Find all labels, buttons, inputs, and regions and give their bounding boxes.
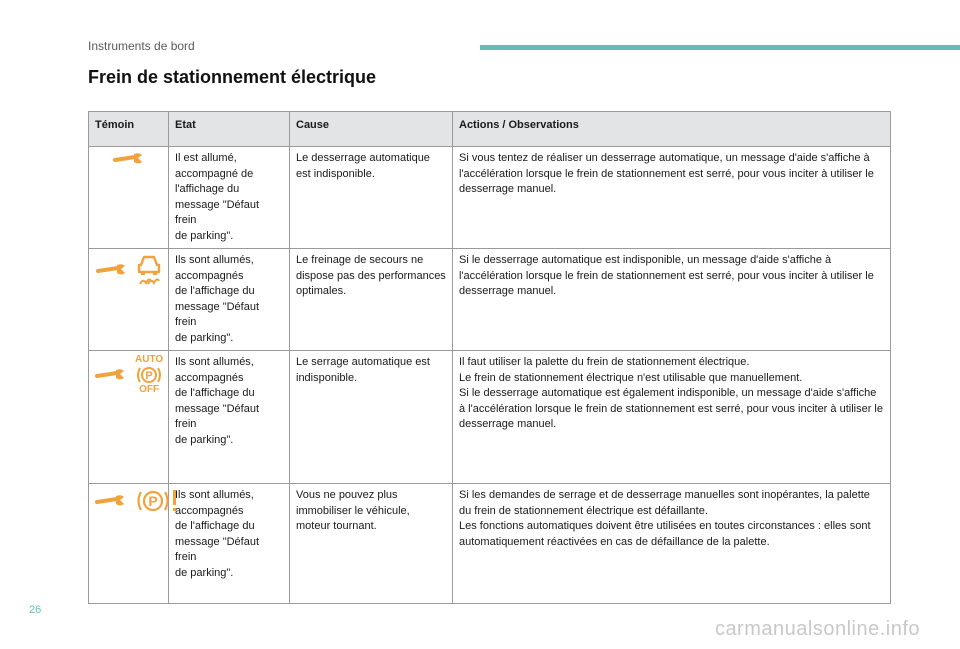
column-header-etat: Etat — [169, 112, 290, 147]
wrench-icon — [95, 367, 127, 383]
page-title: Frein de stationnement électrique — [88, 67, 377, 87]
column-header-actions: Actions / Observations — [453, 112, 891, 147]
temoin-cell — [89, 147, 169, 249]
etat-cell: Il est allumé, accompagné de l'affichage du message "Défaut frein de parking". — [169, 147, 290, 249]
cause-cell: Le freinage de secours ne dispose pas des performances optimales. — [290, 249, 453, 351]
watermark: carmanualsonline.info — [714, 618, 920, 640]
table-row — [89, 147, 891, 249]
actions-cell: Si vous tentez de réaliser un desserrage automatique, un message d'aide s'affiche à l'accélération lorsque le frein de stationnement est serré, pour vous inciter à utiliser le desserrage manuel. — [453, 147, 891, 249]
cause-cell: Vous ne pouvez plus immobiliser le véhicule, moteur tournant. — [290, 484, 453, 604]
page-number: 26 — [29, 604, 42, 616]
cause-cell: Le desserrage automatique est indisponible. — [290, 147, 453, 249]
cause-cell: Le serrage automatique est indisponible. — [290, 351, 453, 484]
section-label: Instruments de bord — [88, 39, 195, 53]
auto-p-off-icon — [135, 355, 163, 395]
off-label: OFF — [139, 384, 160, 395]
p-glyph: P — [148, 493, 158, 509]
etat-cell: Ils sont allumés, accompagnés de l'affichage du message "Défaut frein de parking". — [169, 351, 290, 484]
temoin-cell — [89, 351, 169, 484]
actions-cell: Si le desserrage automatique est indisponible, un message d'aide s'affiche à l'accélération lorsque le frein de stationnement est serré, pour vous inciter à utiliser le desserrage manuel. — [453, 249, 891, 351]
parking-brake-warning-icon — [135, 488, 179, 514]
wrench-icon — [96, 262, 128, 278]
table-row — [89, 249, 891, 351]
warning-lights-table — [88, 111, 891, 604]
actions-cell: Il faut utiliser la palette du frein de stationnement électrique. Le frein de stationnement électrique n'est utilisable que manuellement. Si le desserrage automatique est également indisponible, un message d'aide s'affiche à l'accélération lorsque le frein de stationnement est serré, pour vous inciter à utiliser le desserrage manuel. — [453, 351, 891, 484]
temoin-cell — [89, 249, 169, 351]
parking-p-circle-icon — [135, 365, 163, 385]
accent-bar — [480, 45, 960, 50]
column-header-cause: Cause — [290, 112, 453, 147]
wrench-icon — [113, 151, 145, 167]
p-glyph: P — [145, 370, 153, 382]
car-skid-icon — [136, 253, 162, 287]
temoin-cell — [89, 484, 169, 604]
etat-cell: Ils sont allumés, accompagnés de l'affichage du message "Défaut frein de parking". — [169, 484, 290, 604]
wrench-icon — [95, 493, 127, 509]
table-header-row — [89, 112, 891, 147]
auto-label: AUTO — [135, 354, 164, 365]
etat-cell: Ils sont allumés, accompagnés de l'affichage du message "Défaut frein de parking". — [169, 249, 290, 351]
table-row — [89, 351, 891, 484]
actions-cell: Si les demandes de serrage et de desserrage manuelles sont inopérantes, la palette du frein de stationnement électrique est défaillante. Les fonctions automatiques doivent être utilisées en toutes circonstances : elles sont automatiquement réactivées en cas de défaillance de la palette. — [453, 484, 891, 604]
table-row — [89, 484, 891, 604]
column-header-temoin: Témoin — [89, 112, 169, 147]
